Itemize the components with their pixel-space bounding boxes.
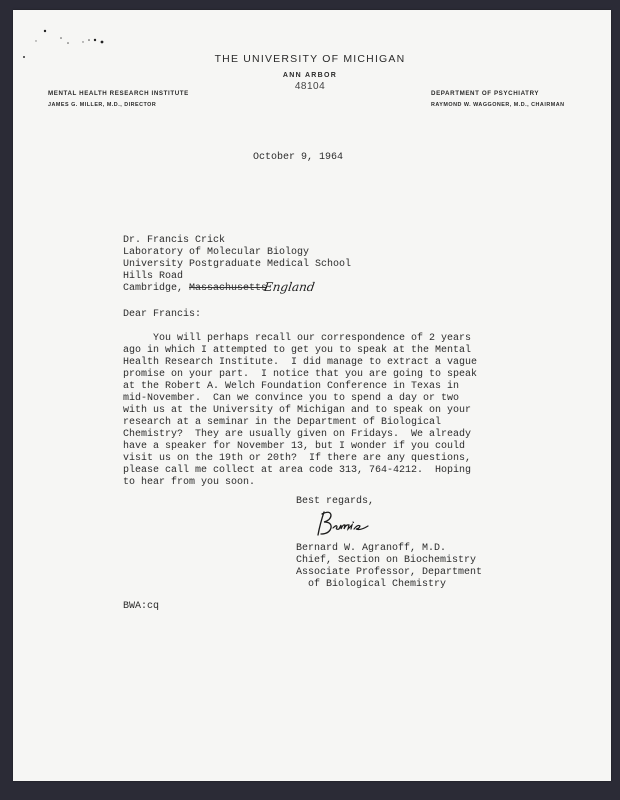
right-unit: DEPARTMENT OF PSYCHIATRY — [431, 90, 540, 97]
body-line: have a speaker for November 13, but I wonder if you could — [123, 441, 466, 452]
recipient-line: University Postgraduate Medical School — [123, 259, 352, 270]
right-unit-chairman: RAYMOND W. WAGGONER, M.D., CHAIRMAN — [431, 102, 565, 108]
institution-city: ANN ARBOR — [282, 72, 338, 79]
signer-title: of Biological Chemistry — [296, 579, 447, 590]
recipient-line: Hills Road — [123, 271, 184, 282]
recipient-name: Dr. Francis Crick — [123, 235, 226, 246]
body-line: to hear from you soon. — [123, 477, 256, 488]
recipient-city: Cambridge, — [123, 283, 190, 294]
body-line: Chemistry? They are usually given on Fridays. We already — [123, 429, 472, 440]
recipient-line: Laboratory of Molecular Biology — [123, 247, 310, 258]
body-line: Health Research Institute. I did manage to extract a vague — [123, 357, 478, 368]
body-line: please call me collect at area code 313, 764-4212. Hoping — [123, 465, 472, 476]
salutation: Dear Francis: — [123, 309, 202, 320]
signer-title: Associate Professor, Department — [296, 567, 483, 578]
letter-date: October 9, 1964 — [253, 152, 344, 163]
signer-name: Bernard W. Agranoff, M.D. — [296, 543, 447, 554]
institution-zip: 48104 — [294, 81, 326, 92]
left-unit: MENTAL HEALTH RESEARCH INSTITUTE — [48, 90, 189, 97]
handwritten-correction-england: England — [263, 280, 316, 294]
body-line: mid-November. Can we convince you to spend a day or two — [123, 393, 460, 404]
left-unit-director: JAMES G. MILLER, M.D., DIRECTOR — [48, 102, 157, 108]
body-line: with us at the University of Michigan and to speak on your — [123, 405, 472, 416]
body-line: at the Robert A. Welch Foundation Conference in Texas in — [123, 381, 460, 392]
body-line: promise on your part. I notice that you are going to speak — [123, 369, 478, 380]
body-line: ago in which I attempted to get you to speak at the Mental — [123, 345, 472, 356]
struck-state: Massachusetts — [189, 283, 268, 294]
reference-initials: BWA:cq — [123, 601, 160, 612]
body-line: research at a seminar in the Department of Biological — [123, 417, 442, 428]
institution-name: THE UNIVERSITY OF MICHIGAN — [214, 53, 406, 65]
body-line: visit us on the 19th or 20th? If there are any questions, — [123, 453, 472, 464]
body-line: You will perhaps recall our correspondence of 2 years — [123, 333, 472, 344]
signer-title: Chief, Section on Biochemistry — [296, 555, 477, 566]
closing: Best regards, — [296, 496, 375, 507]
handwritten-signature-bernie — [316, 508, 372, 540]
